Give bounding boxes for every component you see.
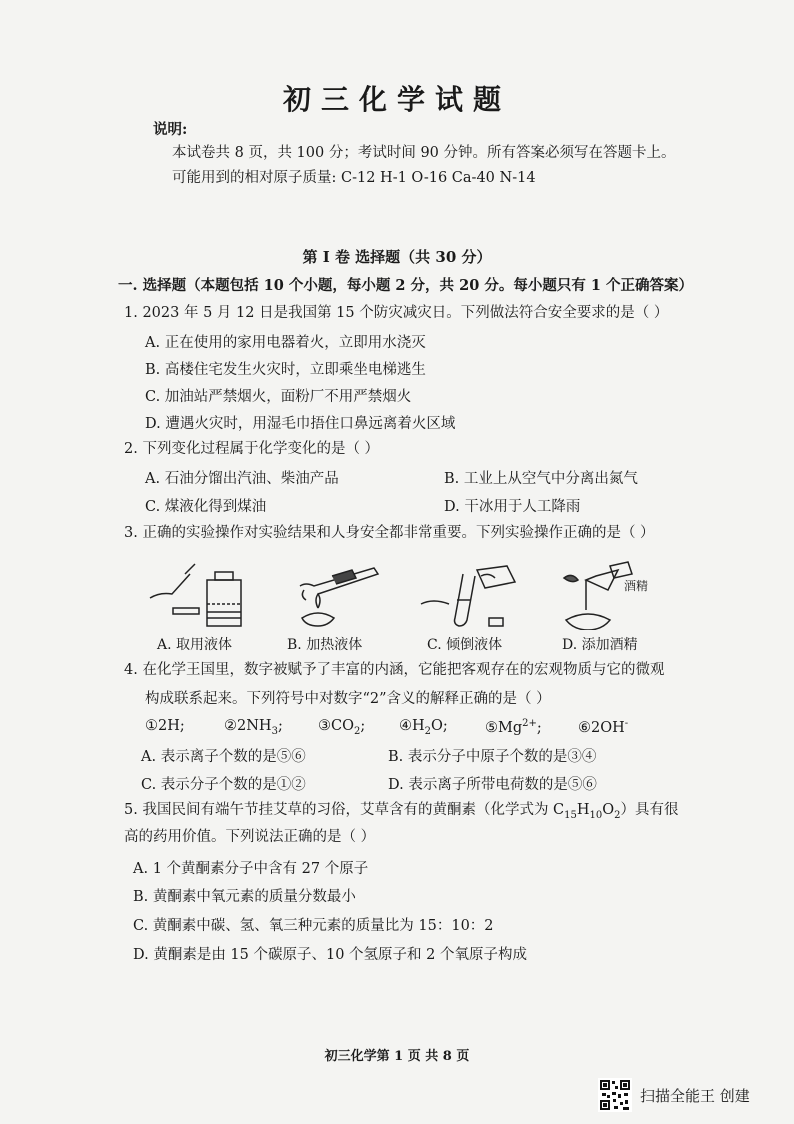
q2-stem: 2. 下列变化过程属于化学变化的是（ ） [124,441,380,457]
q1-option-b: B. 高楼住宅发生火灾时，立即乘坐电梯逃生 [145,362,426,378]
q5-option-d: D. 黄酮素是由 15 个碳原子、10 个氢原子和 2 个氧原子构成 [133,947,527,963]
page-footer: 初三化学第 1 页 共 8 页 [324,1049,470,1064]
q5-stem-1: 5. 我国民间有端午节挂艾草的习俗，艾草含有的黄酮素（化学式为 $C_{15}H_{10}O_2$）具有很 [124,802,679,821]
q4-option-c: C. 表示分子个数的是①② [141,777,306,793]
q3-stem: 3. 正确的实验操作对实验结果和人身安全都非常重要。下列实验操作正确的是（ ） [124,525,655,541]
q4-symbol-4: $④H_2O$; [399,718,448,737]
notes-heading: 说明: [153,121,188,138]
q3-option-a: A. 取用液体 [157,637,233,653]
q1-option-c: C. 加油站严禁烟火，面粉厂不用严禁烟火 [145,389,412,405]
q1-option-a: A. 正在使用的家用电器着火，立即用水浇灭 [145,335,426,351]
notes-line-2: 可能用到的相对原子质量: C-12 H-1 O-16 Ca-40 N-14 [172,170,536,186]
q4-option-d: D. 表示离子所带电荷数的是⑤⑥ [388,777,597,793]
q4-option-a: A. 表示离子个数的是⑤⑥ [141,749,306,765]
qr-code-icon [598,1078,632,1112]
q2-option-a: A. 石油分馏出汽油、柴油产品 [145,471,339,487]
notes-line-1: 本试卷共 8 页，共 100 分；考试时间 90 分钟。所有答案必须写在答题卡上。 [172,145,676,161]
figure-add-alcohol [550,560,660,630]
q4-option-b: B. 表示分子中原子个数的是③④ [388,749,597,765]
q3-option-c: C. 倾倒液体 [427,637,503,653]
q4-symbol-1: ①2H; [145,718,185,734]
q5-stem-2: 高的药用价值。下列说法正确的是（ ） [124,829,376,845]
q1-option-d: D. 遭遇火灾时，用湿毛巾捂住口鼻远离着火区域 [145,416,456,432]
figure-label-alcohol: 酒精 [624,579,649,593]
q3-option-d: D. 添加酒精 [562,637,638,653]
scanner-watermark: 扫描全能王 创建 [640,1087,750,1105]
q5-option-a: A. 1 个黄酮素分子中含有 27 个原子 [133,861,369,877]
q4-symbol-3: $③CO_2$; [318,718,366,737]
q4-symbol-2: $②2NH_3$; [224,718,283,737]
q1-stem: 1. 2023 年 5 月 12 日是我国第 15 个防灾减灾日。下列做法符合安全要求的是（ ） [124,305,669,321]
q4-symbol-5: $⑤Mg^{2+}$; [485,718,542,736]
part1-heading: 一. 选择题（本题包括 10 个小题，每小题 2 分，共 20 分。每小题只有 1 个正确答案） [118,277,694,294]
q4-stem-2: 构成联系起来。下列符号中对数字“2”含义的解释正确的是（ ） [145,691,551,707]
figure-take-liquid [145,560,255,630]
q3-option-b: B. 加热液体 [287,637,363,653]
page-title: 初三化学试题 [282,83,511,116]
q2-option-b: B. 工业上从空气中分离出氮气 [444,471,638,487]
section-title: 第 I 卷 选择题（共 30 分） [302,248,492,266]
q5-option-c: C. 黄酮素中碳、氢、氧三种元素的质量比为 15：10：2 [133,918,494,934]
q4-symbol-6: ⑥2OH- [578,718,629,736]
q2-option-c: C. 煤液化得到煤油 [145,499,267,515]
figure-heat-liquid [292,560,402,630]
q2-option-d: D. 干冰用于人工降雨 [444,499,581,515]
q4-stem-1: 4. 在化学王国里，数字被赋予了丰富的内涵，它能把客观存在的宏观物质与它的微观 [124,662,665,678]
q5-option-b: B. 黄酮素中氧元素的质量分数最小 [133,889,356,905]
figure-pour-liquid [417,560,527,630]
